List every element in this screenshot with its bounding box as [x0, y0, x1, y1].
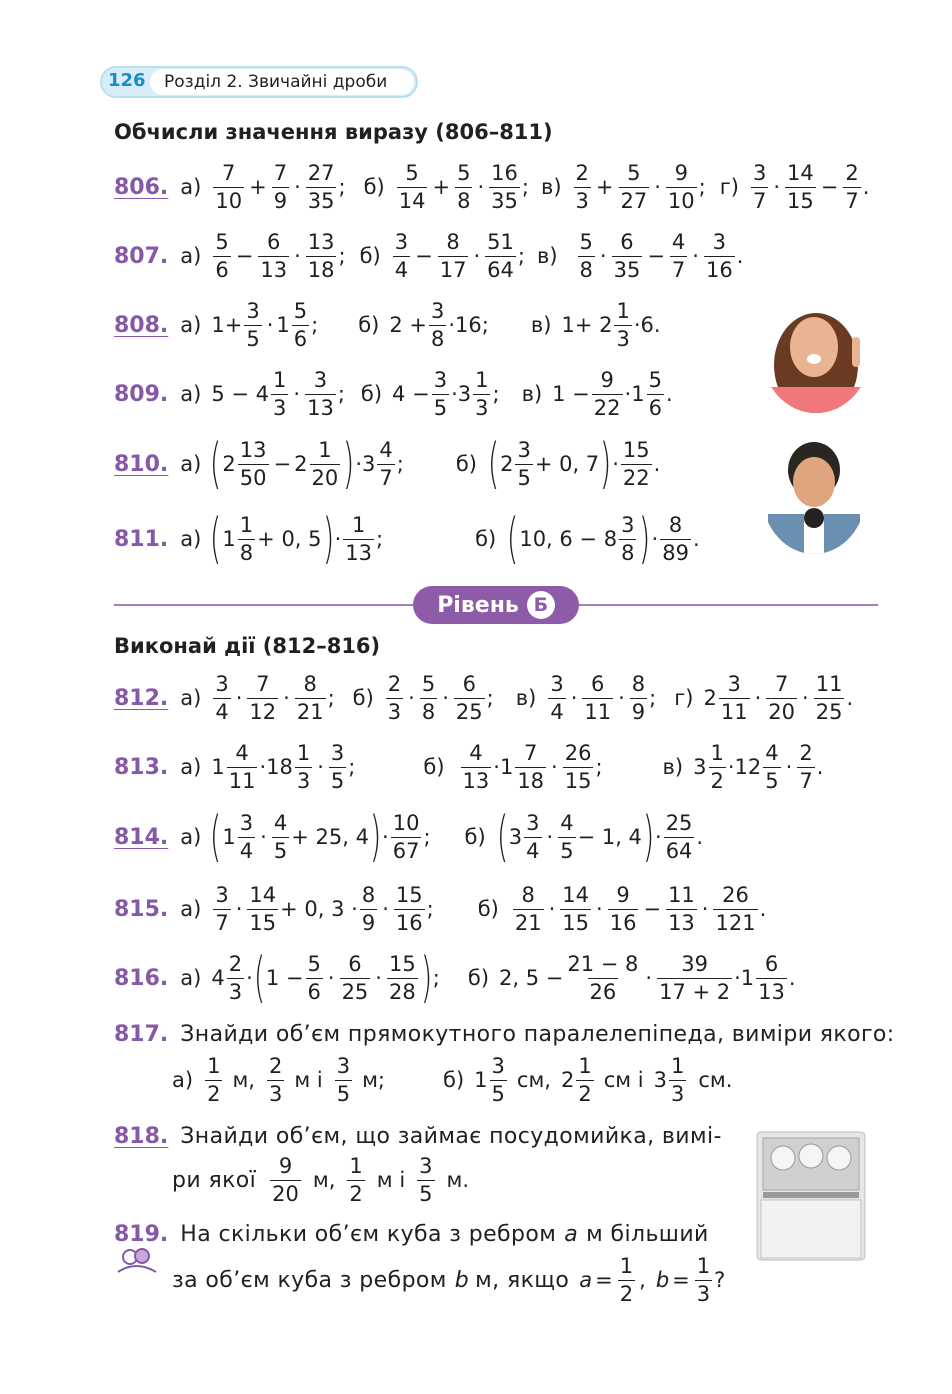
problem-814: 814. а) ( 1 3 4 · 4 5 + 25, 4 ) · 10 67 ; б) ( 3 3 4 · 4 5 − 1, 4 ) · 25 64 . [114, 805, 704, 868]
label-b: б) [467, 966, 490, 990]
problem-text: Знайди об’єм, що займає посудомийка, вимі- [180, 1123, 722, 1149]
problem-text: м, якщо [475, 1267, 570, 1293]
label-a: а) [180, 313, 202, 337]
unit: м, [312, 1168, 336, 1192]
problem-810: 810. а) ( 2 13 50 − 2 1 20 ) ·3 4 7 ; б) ( 2 3 5 + 0, 7 ) · 15 22 . [114, 432, 661, 495]
section-title-1: Обчисли значення виразу (806–811) [114, 120, 553, 144]
label-b: б) [352, 686, 374, 710]
label-b: б) [363, 175, 385, 199]
problem-number: 807. [114, 243, 169, 269]
problem-806: 806. а) 7 10 + $\frac{7}{9}$ · 27 35 ; б) 5 14 + $\frac{5}{8}$ · 16 35 ; в) 2 3 + $\frac{5}{27}$ · 9 10 ; г) 3 7 · 14 15 − $\frac{2}{7}$ . [114, 160, 870, 213]
problem-text: м більший [586, 1221, 709, 1247]
label-a: а) [180, 686, 202, 710]
problem-number: 811. [114, 526, 169, 552]
page-number: 126 [108, 70, 146, 91]
label-a: а) [180, 452, 202, 476]
label-a: а) [180, 966, 202, 990]
level-label: Рівень [437, 592, 519, 618]
problem-818 [114, 1120, 722, 1152]
problem-819 [114, 1218, 709, 1250]
label-b: б) [477, 897, 499, 921]
level-badge [413, 586, 579, 624]
unit: см. [698, 1068, 733, 1092]
variable-a: a [564, 1221, 579, 1247]
problem-812: 812. а) 3 4 · 7 12 · 8 21 ; б) 2 3 · 5 8 · 6 25 ; в) 3 4 · 6 11 · 8 9 ; г) 2 3 11 · 7 20 · 11 25 . [114, 671, 854, 724]
unit: м, [232, 1068, 255, 1092]
label-v: в) [515, 686, 537, 710]
label-b: б) [464, 825, 486, 849]
variable-a: a [579, 1268, 593, 1292]
label-a: а) [180, 382, 202, 406]
problem-number: 809. [114, 381, 169, 407]
label-v: в) [530, 313, 552, 337]
problem-number[interactable]: 818. [114, 1123, 169, 1149]
problem-808: 808. а) 1+ $\frac{3}{5}$ · 1 5 6 ; б) 2 + $\frac{3}{8}$ ·16; в) 1+ 2 1 3 ·6. [114, 298, 661, 351]
problem-text: ри якої [172, 1167, 257, 1193]
problem-809: 809. а) 5 − 4 1 3 · 3 13 ; б) 4 − $\frac{3}{5}$ ·3 1 3 ; в) 1 − $\frac{9}{22}$ ·1 5 6 . [114, 367, 673, 420]
label-a: а) [180, 244, 202, 268]
problem-number[interactable]: 812. [114, 685, 169, 711]
level-letter: Б [527, 591, 555, 619]
problem-815: 815. а) 3 7 · 14 15 + 0, 3 · 8 9 · 15 16 ; б) 8 21 · 14 15 · 9 16 − $\frac{11}{13}$ · 26 121 . [114, 882, 767, 935]
chapter-title: Розділ 2. Звичайні дроби [164, 72, 388, 92]
problem-813: 813. а) 1 4 11 ·18 1 3 · 3 5 ; б) 4 13 ·1 7 18 · 26 15 ; в) 3 1 2 ·12 4 5 · 2 7 . [114, 740, 824, 793]
label-a: а) [172, 1068, 194, 1092]
problem-text: Знайди об’єм прямокутного паралелепіпеда, виміри якого: [180, 1021, 895, 1047]
problem-text: за об’єм куба з ребром [172, 1267, 447, 1293]
unit: м і [376, 1168, 406, 1192]
pair-icon [116, 1248, 158, 1274]
problem-807: 807. а) 5 6 − $\frac{6}{13}$ · 13 18 ; б) 3 4 − $\frac{8}{17}$ · 51 64 ; в) 5 8 · 6 35 − $\frac{4}{7}$ · 3 16 . [114, 229, 744, 282]
unit: см, [516, 1068, 551, 1092]
label-a: а) [180, 825, 202, 849]
label-v: в) [662, 755, 684, 779]
problem-number[interactable]: 808. [114, 312, 169, 338]
unit: см і [603, 1068, 644, 1092]
label-v: в) [540, 175, 562, 199]
label-b: б) [358, 313, 380, 337]
label-b: б) [360, 382, 383, 406]
unit: м і [294, 1068, 323, 1092]
label-b: б) [475, 527, 497, 551]
problem-817 [114, 1018, 895, 1050]
label-a: а) [180, 175, 202, 199]
problem-number[interactable]: 810. [114, 451, 169, 477]
problem-text: На скільки об’єм куба з ребром [180, 1221, 557, 1247]
label-b: б) [455, 452, 477, 476]
problem-number: 816. [114, 965, 169, 991]
variable-b: b [454, 1267, 470, 1293]
problem-819-line2: за об’єм куба з ребром b м, якщо a = $\frac{1}{2}$ , b = $\frac{1}{3}$ ? [172, 1253, 726, 1306]
unit: м. [446, 1168, 470, 1192]
boy-photo [762, 434, 866, 554]
problem-818-line2: ри якої 9 20 м, 1 2 м і 3 5 м. [172, 1153, 470, 1206]
label-g: г) [674, 686, 694, 710]
problem-number: 819. [114, 1221, 169, 1247]
label-v: в) [536, 244, 558, 268]
label-v: в) [521, 382, 543, 406]
label-b: б) [443, 1068, 465, 1092]
unit: м; [362, 1068, 385, 1092]
label-a: а) [180, 527, 202, 551]
section-title-2: Виконай дії (812–816) [114, 634, 381, 658]
problem-816: 816. а) 4 2 3 · ( 1 − $\frac{5}{6}$ · 6 25 · 15 28 ) ; б) 2, 5 − $\frac{21 - 8}{26}$ · 39 17 + 2 ·1 6 13 . [114, 946, 796, 1009]
variable-b: b [655, 1268, 670, 1292]
problem-number: 817. [114, 1021, 169, 1047]
girl-photo [762, 295, 870, 413]
label-b: б) [359, 244, 381, 268]
label-a: а) [180, 755, 202, 779]
label-b: б) [423, 755, 445, 779]
label-g: г) [719, 175, 739, 199]
problem-number[interactable]: 806. [114, 174, 169, 200]
problem-817-parts: а) 1 2 м, 2 3 м і 3 5 м; б) 1 3 5 см, 2 1 2 см і 3 1 3 см. [172, 1053, 733, 1106]
label-a: а) [180, 897, 202, 921]
problem-811: 811. а) ( 1 1 8 + 0, 5 ) · 1 13 ; б) ( 10, 6 − 8 3 8 ) · 8 89 . [114, 507, 700, 570]
problem-number: 813. [114, 754, 169, 780]
problem-number[interactable]: 814. [114, 824, 169, 850]
dishwasher-image [755, 1130, 867, 1262]
problem-number: 815. [114, 896, 169, 922]
